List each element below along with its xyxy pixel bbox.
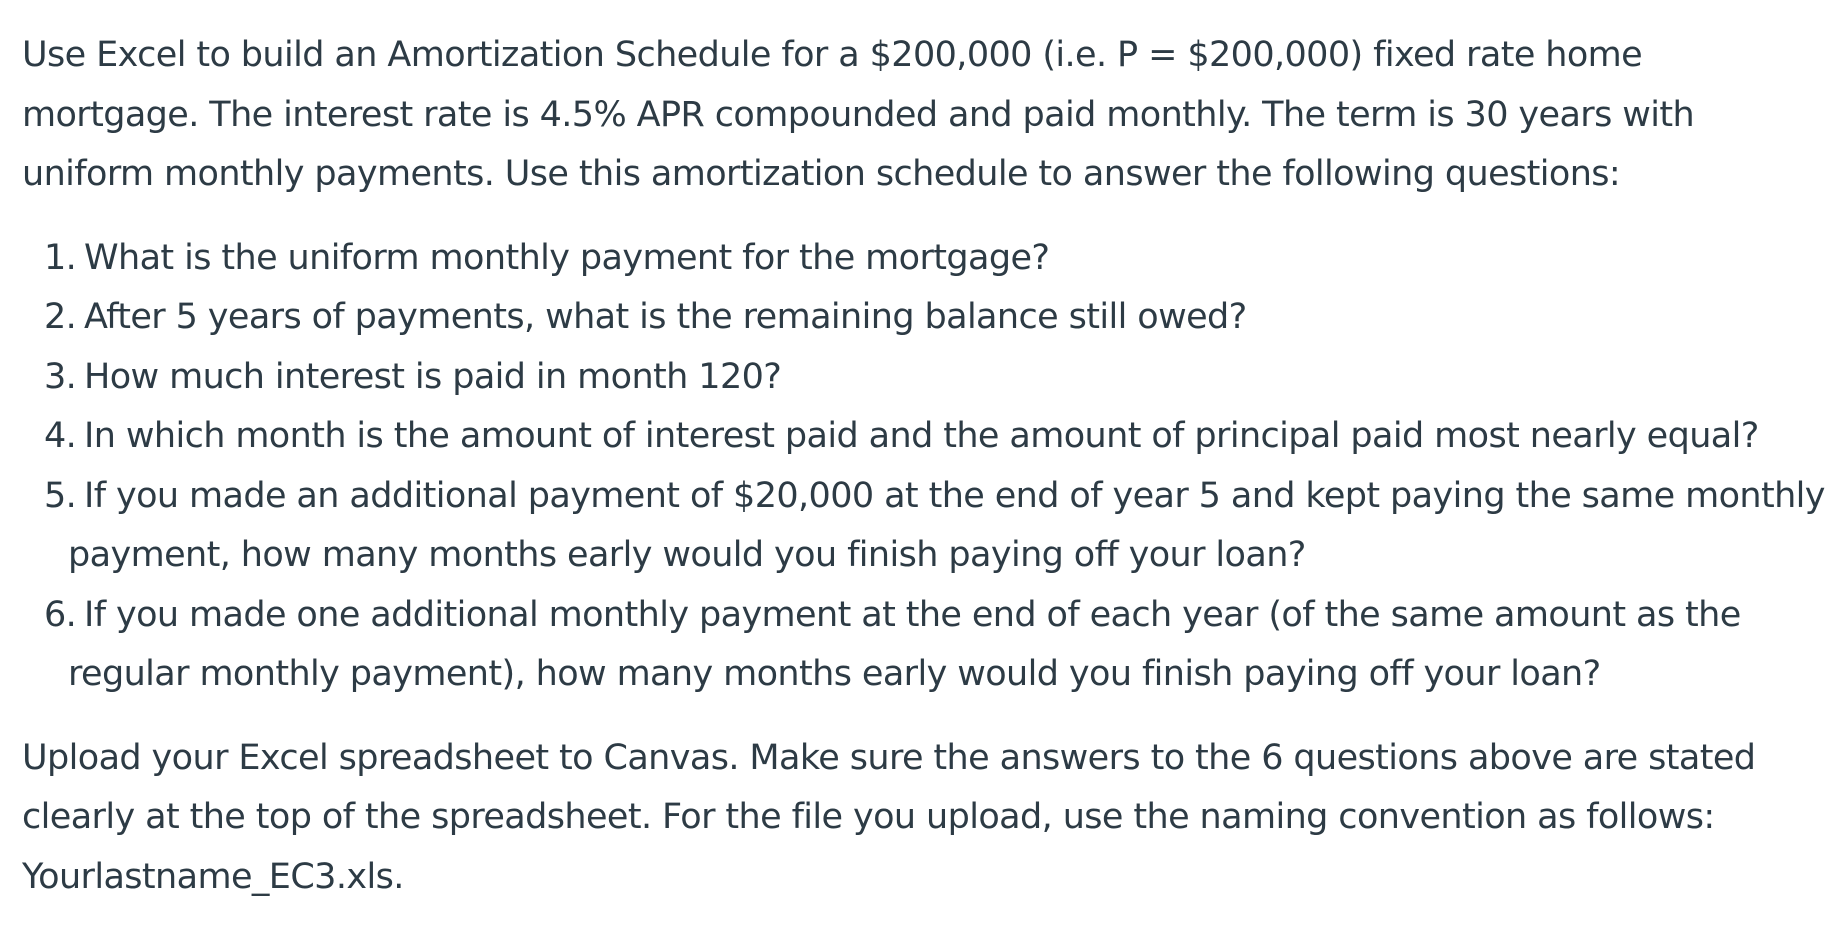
question-number: 5. xyxy=(44,475,77,516)
question-item xyxy=(22,586,1844,705)
intro-line: uniform monthly payments. Use this amortization schedule to answer the following questions: xyxy=(22,154,1621,194)
question-text-continued: payment, how many months early would you finish paying off your loan? xyxy=(68,535,1306,575)
question-number: 6. xyxy=(44,594,77,635)
question-item xyxy=(22,229,1844,289)
question-text: In which month is the amount of interest paid and the amount of principal paid most nearly equal? xyxy=(84,416,1759,456)
question-item xyxy=(22,467,1844,586)
question-number: 2. xyxy=(44,297,77,337)
question-text: If you made an additional payment of $20,000 at the end of year 5 and kept paying the same monthly xyxy=(84,475,1825,516)
upload-line: clearly at the top of the spreadsheet. For the file you upload, use the naming convention as follows: xyxy=(22,797,1715,837)
question-text-continued: regular monthly payment), how many months early would you finish paying off your loan? xyxy=(68,654,1601,694)
question-item xyxy=(22,288,1844,348)
question-text: What is the uniform monthly payment for the mortgage? xyxy=(84,237,1050,278)
question-item xyxy=(22,348,1844,408)
questions-list xyxy=(22,229,1844,705)
upload-line: Yourlastname_EC3.xls. xyxy=(22,856,404,897)
question-number: 4. xyxy=(44,416,77,456)
question-number: 1. xyxy=(44,237,77,278)
intro-line: mortgage. The interest rate is 4.5% APR compounded and paid monthly. The term is 30 years with xyxy=(22,94,1695,135)
upload-instructions xyxy=(22,729,1844,908)
question-text: After 5 years of payments, what is the remaining balance still owed? xyxy=(84,297,1247,337)
question-text: If you made one additional monthly payment at the end of each year (of the same amount as the xyxy=(84,594,1741,635)
question-item xyxy=(22,407,1844,467)
question-number: 3. xyxy=(44,356,77,397)
intro-paragraph xyxy=(22,26,1844,205)
intro-line: Use Excel to build an Amortization Schedule for a $200,000 (i.e. P = $200,000) fixed rate home xyxy=(22,35,1643,75)
upload-line: Upload your Excel spreadsheet to Canvas. Make sure the answers to the 6 questions above are stated xyxy=(22,737,1756,778)
question-text: How much interest is paid in month 120? xyxy=(84,356,782,397)
